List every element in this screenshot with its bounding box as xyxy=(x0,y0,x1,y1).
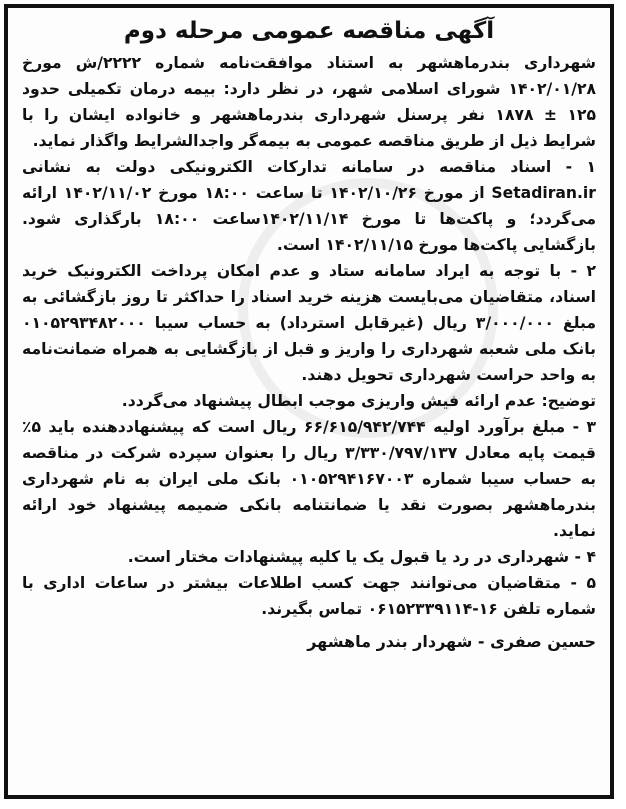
notice-title: آگهی مناقصه عمومی مرحله دوم xyxy=(123,18,495,44)
notice-item-3: ۳ - مبلغ برآورد اولیه ۶۶/۶۱۵/۹۴۲/۷۴۴ ریال است که پیشنهاددهنده باید ۵٪ قیمت پایه معادل ۳/۳۳۰/۷۹۷/۱۳۷ ریال را بعنوان سپرده شرکت در مناقصه به حساب سیبا شماره ۰۱۰۵۲۹۴۱۶۷۰۰۳ بانک ملی ایران به نام شهرداری بندرماهشهر بصورت نقد یا ضمانتنامه بانکی ضمیمه پیشنهاد خود ارائه نماید. xyxy=(22,418,596,540)
notice-item-5: ۵ - متقاضیان می‌توانند جهت کسب اطلاعات بیشتر در ساعات اداری با شماره تلفن ۱۶-۰۶۱۵۲۳۳۹۱۱۴ تماس بگیرند. xyxy=(22,574,596,618)
notice-item-4: ۴ - شهرداری در رد یا قبول یک یا کلیه پیشنهادات مختار است. xyxy=(127,548,596,566)
notice-item-1: ۱ - اسناد مناقصه در سامانه تدارکات الکترونیکی دولت به نشانی Setadiran.ir از مورخ ۱۴۰۲/۱۰/۲۶ تا ساعت ۱۸:۰۰ مورخ ۱۴۰۲/۱۱/۰۲ ارائه می‌گردد؛ و پاکت‌ها تا مورخ ۱۴۰۲/۱۱/۱۴ساعت ۱۸:۰۰ بارگذاری شود. بازگشایی پاکت‌ها مورخ ۱۴۰۲/۱۱/۱۵ است. xyxy=(22,158,597,254)
notice-content xyxy=(22,14,596,787)
notice-frame xyxy=(4,4,614,799)
notice-note: توضیح: عدم ارائه فیش واریزی موجب ابطال پیشنهاد می‌گردد. xyxy=(121,392,596,410)
notice-item-2: ۲ - با توجه به ایراد سامانه ستاد و عدم امکان پرداخت الکترونیک خرید اسناد، متقاضیان می‌بایست هزینه خرید اسناد را حداکثر تا روز بازگشائی به مبلغ ۳/۰۰۰/۰۰۰ ریال (غیرقابل استرداد) به حساب سیبا ۰۱۰۵۲۹۳۴۸۲۰۰۰ بانک ملی شعبه شهرداری را واریز و قبل از بازگشایی به همراه ضمانت‌نامه به واحد حراست شهرداری تحویل دهند. xyxy=(22,262,597,384)
notice-signature: حسین صفری - شهردار بندر ماهشهر xyxy=(307,632,596,651)
notice-intro: شهرداری بندرماهشهر به استناد موافقت‌نامه شماره ۲۲۲۲/ش مورخ ۱۴۰۲/۰۱/۲۸ شورای اسلامی شهر، در نظر دارد: بیمه درمان تکمیلی حدود ۱۲۵ ± ۱۸۷۸ نفر پرسنل شهرداری بندرماهشهر و خانواده ایشان را با شرایط ذیل از طریق مناقصه عمومی به بیمه‌گر واجدالشرایط واگذار نماید. xyxy=(22,54,597,150)
